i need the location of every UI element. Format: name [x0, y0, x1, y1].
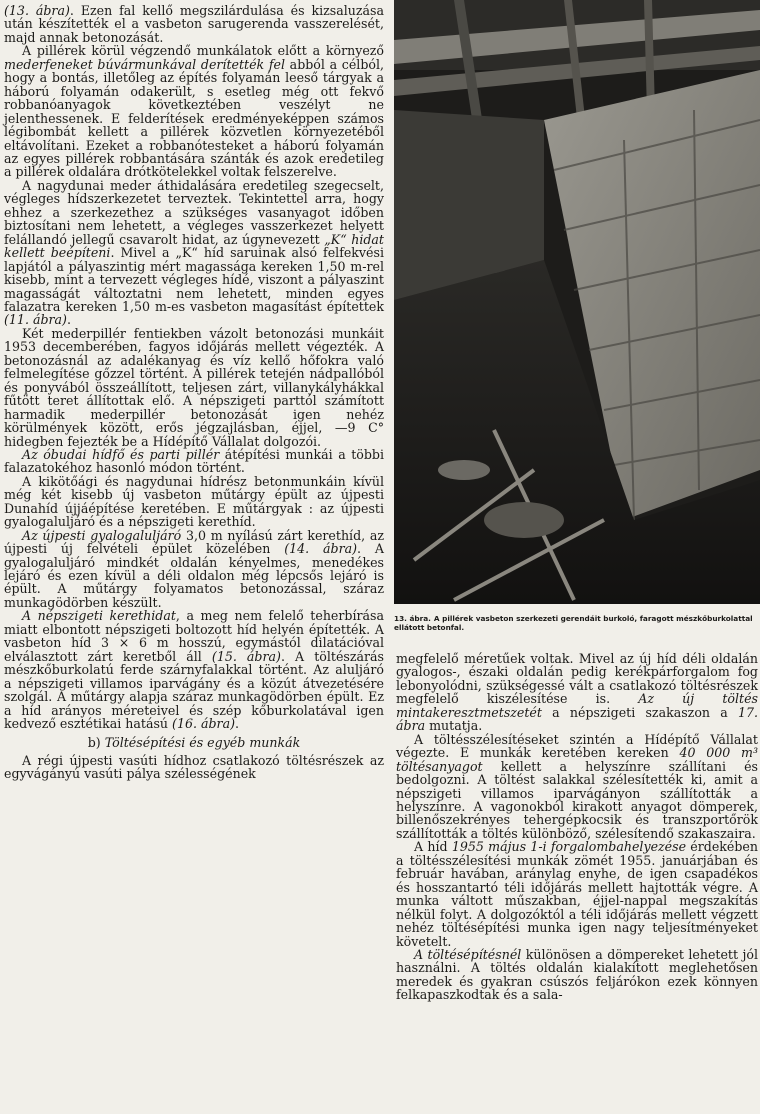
text-run: . A gyalogaluljáró mindkét oldalán kényelmes, menedékes lejáró és ezen kívül a déli oldalon még lépcsős lejáró is épült. A műtárgy folyamatos betonozással, száraz munkagödörben készült. — [4, 541, 384, 610]
text-run: Két mederpillér fentiekben vázolt betonozási munkáit 1953 decemberében, fagyos időjárás mellett végezték. A betonozásnál az adalékanyag és víz kellő hőfokra való felmelegítése gőzzel történt. A pillérek tetején nádpallóból és ponyvából összeállított, teljesen zárt, villanykályhákkal fűtött teret állítottak elő. A népszigeti parttól számított harmadik mederpillér betonozását igen nehéz körülmények között, erős jégzajlásban, éjjel, —9 C° hidegben fejezték be a Hídépítő Vállalat dolgozói. — [4, 325, 384, 449]
paragraph — [4, 179, 384, 327]
text-run: érdekében a töltésszélesítési munkák zömét 1955. januárjában és február havában, aránylag enyhe, de igen csapadékos és hosszantartó téli időjárás mellett hajtották végre. A munka váltott műszakban, éjjel-nappal megszakítás nélkül folyt. A dolgozóktól a téli időjárás mellett végzett nehéz töltésépítési munka igen nagy teljesítményeket követelt. — [396, 839, 758, 949]
text-run: megfelelő méretűek voltak. Mivel az új híd déli oldalán gyalogos-, északi oldalán pedig kerékpárforgalom fog lebonyolódni, szükségessé vált a csatlakozó töltésrészek megfelelő kiszélesítése is. — [396, 651, 758, 707]
italic-text: 40 000 m³ töltésanyagot — [396, 745, 759, 774]
photo-figure-13 — [394, 0, 760, 604]
text-run: , a meg nem felelő teherbírása miatt elbontott népszigeti boltozott híd helyén építették. A vasbeton híd 3 × 6 m hosszú, egymástól dilatációval elválasztott zárt keretből áll — [4, 608, 384, 664]
paragraph — [4, 475, 384, 529]
section-heading — [4, 736, 384, 749]
italic-text: (13. ábra) — [4, 3, 70, 18]
text-run: abból a célból, hogy a bontás, illetőleg az építés folyamán leeső tárgyak a háború folyamán odakerült, s esetleg még ott fekvő robbanóanyagok következtében veszélyt ne jelenthessenek. E felderítések eredményeképpen számos légibombát kellett a pillérek közvetlen környezetéből eltávolítani. Ezeket a robbanótesteket a háború folyamán az egyes pillérek robbantására szánták és azok eredetileg a pillérek oldalára drótkötelekkel voltak felszerelve. — [4, 56, 384, 180]
italic-text: (16. ábra) — [172, 716, 235, 732]
text-run: különösen a dömpereket lehetett jól használni. A töltés oldalán kialakított meglehetősen meredek és gyakran csúszós feljárókon ezek könnyen felkapaszkodtak és a sala- — [396, 946, 758, 1003]
text-run: A töltésszélesítéseket szintén a Hídépítő Vállalat végezte. E munkák keretében kereken — [396, 731, 758, 761]
paragraph — [4, 448, 384, 475]
paragraph — [4, 4, 384, 44]
text-run: . Mivel a „K“ híd saruinak alsó felfekvési lapjától a pályaszintig mért magassága kereken 1,50 m-rel kisebb, mint a tervezett végleges hídé, viszont a pályaszint magasságát változtatni nem lehetett, minden egyes falazatra kereken 1,50 m-es vasbeton magasítást építettek — [4, 245, 384, 314]
paragraph — [4, 44, 384, 179]
text-run: . A töltészárás mészkőburkolatú ferde szárnyfalakkal történt. Az aluljáró a népszigeti villamos iparvágány és a közút átvezetésére szolgál. A műtárgy alapja száraz munkagödörben épült. Ez a híd arányos méreteivel és szép kőburkolatával igen kedvező esztétikai hatású — [4, 648, 384, 732]
paragraph — [4, 529, 384, 610]
paragraph — [4, 327, 384, 448]
italic-text: Töltésépítési és egyéb munkák — [104, 735, 301, 751]
paragraph — [396, 840, 758, 948]
text-run: A nagydunai meder áthidalására eredetileg szegecselt, végleges hídszerkezetet terveztek. Tekintettel arra, hogy ehhez a szerkezethez a szükséges vasanyagot időben biztosítani nem lehetett, a végleges vasszerkezet helyett felállandó jellegű csavarolt hidat, az úgynevezett — [4, 177, 384, 247]
italic-text: 1955 május 1-i forgalombahelyezése — [451, 839, 687, 855]
text-run: . — [235, 716, 240, 732]
text-run: mutatja. — [425, 718, 483, 734]
italic-text: (15. ábra) — [211, 648, 281, 664]
italic-text: (11. ábra) — [4, 312, 67, 328]
text-run: A régi újpesti vasúti hídhoz csatlakozó töltésrészek az egyvágányú vasúti pálya szélességének — [4, 752, 384, 782]
text-run: . — [66, 312, 71, 328]
italic-text: Az új töltés mintakeresztmetszetét — [396, 691, 758, 720]
text-run: kellett a helyszínre szállítani és bedolgozni. A töltést salakkal szélesítették ki, amit a népszigeti villamos iparvágányon szállították a helyszínre. A vagonokból kirakott anyagot dömperek, billenőszekrényes tehergépkocsik és transzportőrök szállították a töltés különböző, szélesítendő szakaszaira. — [396, 758, 758, 841]
text-run: A kikötőági és nagydunai hídrész betonmunkáin kívül még két kisebb új vasbeton műtárgy épült az újpesti Dunahíd újjáépítése keretében. E műtárgyak : az újpesti gyalogaluljáró és a népszigeti kerethíd. — [4, 473, 384, 530]
italic-text: A népszigeti kerethidat — [22, 608, 176, 624]
paragraph — [396, 948, 758, 1002]
italic-text: Az óbudai hídfő és parti pillér — [22, 446, 220, 462]
text-run: átépítési munkái a többi falazatokéhoz hasonló módon történt. — [4, 446, 384, 476]
text-run: 3,0 m nyílású zárt kerethíd, az újpesti új felvételi épület közelében — [4, 527, 384, 557]
figure-caption — [394, 614, 756, 632]
text-run: b) — [87, 735, 105, 751]
text-run: A híd — [414, 839, 452, 855]
right-text-column — [396, 652, 758, 1002]
italic-text: 17. ábra — [396, 704, 758, 734]
italic-text: mederfeneket búvármunkával derítették fel — [4, 56, 285, 72]
italic-text: (14. ábra) — [284, 541, 358, 557]
paragraph — [396, 733, 758, 841]
figure-caption-text: A pillérek vasbeton szerkezeti gerendáit burkoló, faragott mészkőburkolattal ellátott betonfal. — [394, 614, 753, 632]
italic-text: Az újpesti gyalogaluljáró — [22, 527, 182, 543]
figure-number: 13. ábra. — [394, 614, 431, 623]
italic-text: A töltésépítésnél — [414, 946, 522, 962]
text-run: . Ezen fal kellő megszilárdulása és kizsaluzása után készítették el a vasbeton sarugerenda vasszerelését, majd annak betonozását. — [4, 3, 384, 45]
bridge-pier-photo — [394, 0, 760, 604]
text-run: a népszigeti szakaszon a — [541, 704, 738, 720]
left-text-column — [4, 4, 384, 781]
italic-text: „K“ hidat kellett beépíteni — [4, 231, 384, 261]
paragraph — [396, 652, 758, 733]
paragraph — [4, 609, 384, 730]
text-run: A pillérek körül végzendő munkálatok előtt a környező — [22, 43, 384, 59]
paragraph — [4, 754, 384, 781]
